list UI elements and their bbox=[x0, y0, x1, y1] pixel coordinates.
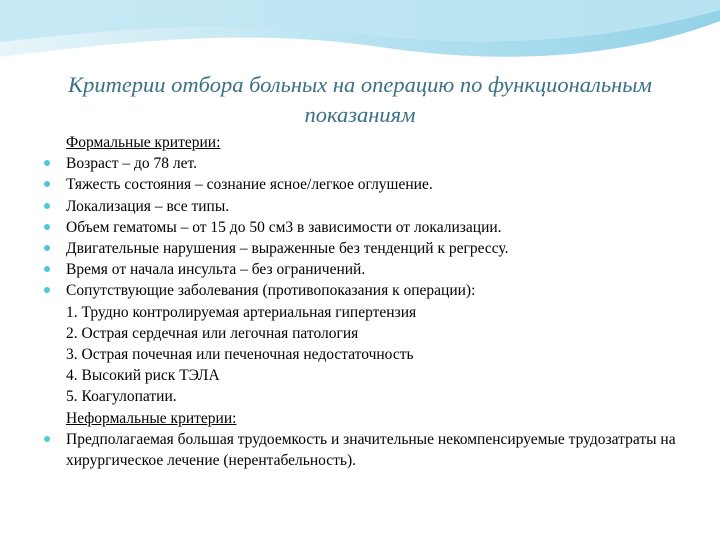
informal-criteria-header: Неформальные критерии: bbox=[66, 409, 237, 427]
list-item bbox=[44, 174, 694, 195]
list-item bbox=[44, 259, 694, 280]
list-item-text: Двигательные нарушения – выраженные без тенденций к регрессу. bbox=[66, 240, 509, 258]
circle-bullet-icon bbox=[44, 266, 50, 272]
formal-criteria-header: Формальные критерии: bbox=[66, 134, 221, 151]
circle-bullet-icon bbox=[44, 287, 50, 293]
list-item-text: Объем гематомы – от 15 до 50 см3 в зависимости от локализации. bbox=[66, 218, 502, 236]
circle-bullet-icon bbox=[44, 181, 50, 187]
circle-bullet-icon bbox=[44, 245, 50, 251]
list-item bbox=[44, 196, 694, 217]
list-item bbox=[44, 280, 694, 301]
header-wave-decoration bbox=[0, 0, 720, 70]
list-item bbox=[44, 153, 694, 174]
list-item bbox=[44, 238, 694, 259]
contraindication-item: 2. Острая сердечная или легочная патология bbox=[66, 324, 359, 342]
criteria-list bbox=[44, 132, 694, 471]
list-item-text: Локализация – все типы. bbox=[66, 197, 230, 215]
slide-title-line-1: Критерии отбора больных на операцию по функциональным bbox=[68, 72, 652, 97]
slide-title-line-2: показаниям bbox=[304, 102, 416, 127]
contraindication-item: 3. Острая почечная или печеночная недостаточность bbox=[66, 346, 414, 364]
list-item bbox=[44, 217, 694, 238]
circle-bullet-icon bbox=[44, 203, 50, 209]
list-item-text: Возраст – до 78 лет. bbox=[66, 155, 197, 173]
list-item-text: Предполагаемая большая трудоемкость и значительные некомпенсируемые трудозатраты на хирургическое лечение (нерентабельность). bbox=[66, 430, 676, 470]
contraindication-item: 5. Коагулопатии. bbox=[66, 388, 177, 406]
contraindication-item: 1. Трудно контролируемая артериальная гипертензия bbox=[66, 303, 417, 321]
list-item bbox=[44, 429, 694, 471]
list-item-text: Тяжесть состояния – сознание ясное/легкое оглушение. bbox=[66, 176, 433, 194]
slide-title bbox=[30, 70, 690, 130]
circle-bullet-icon bbox=[44, 224, 50, 230]
list-item-text: Время от начала инсульта – без ограничений. bbox=[66, 261, 366, 279]
circle-bullet-icon bbox=[44, 160, 50, 166]
circle-bullet-icon bbox=[44, 436, 50, 442]
list-item-text: Сопутствующие заболевания (противопоказания к операции): bbox=[66, 282, 476, 300]
contraindication-item: 4. Высокий риск ТЭЛА bbox=[66, 367, 220, 385]
